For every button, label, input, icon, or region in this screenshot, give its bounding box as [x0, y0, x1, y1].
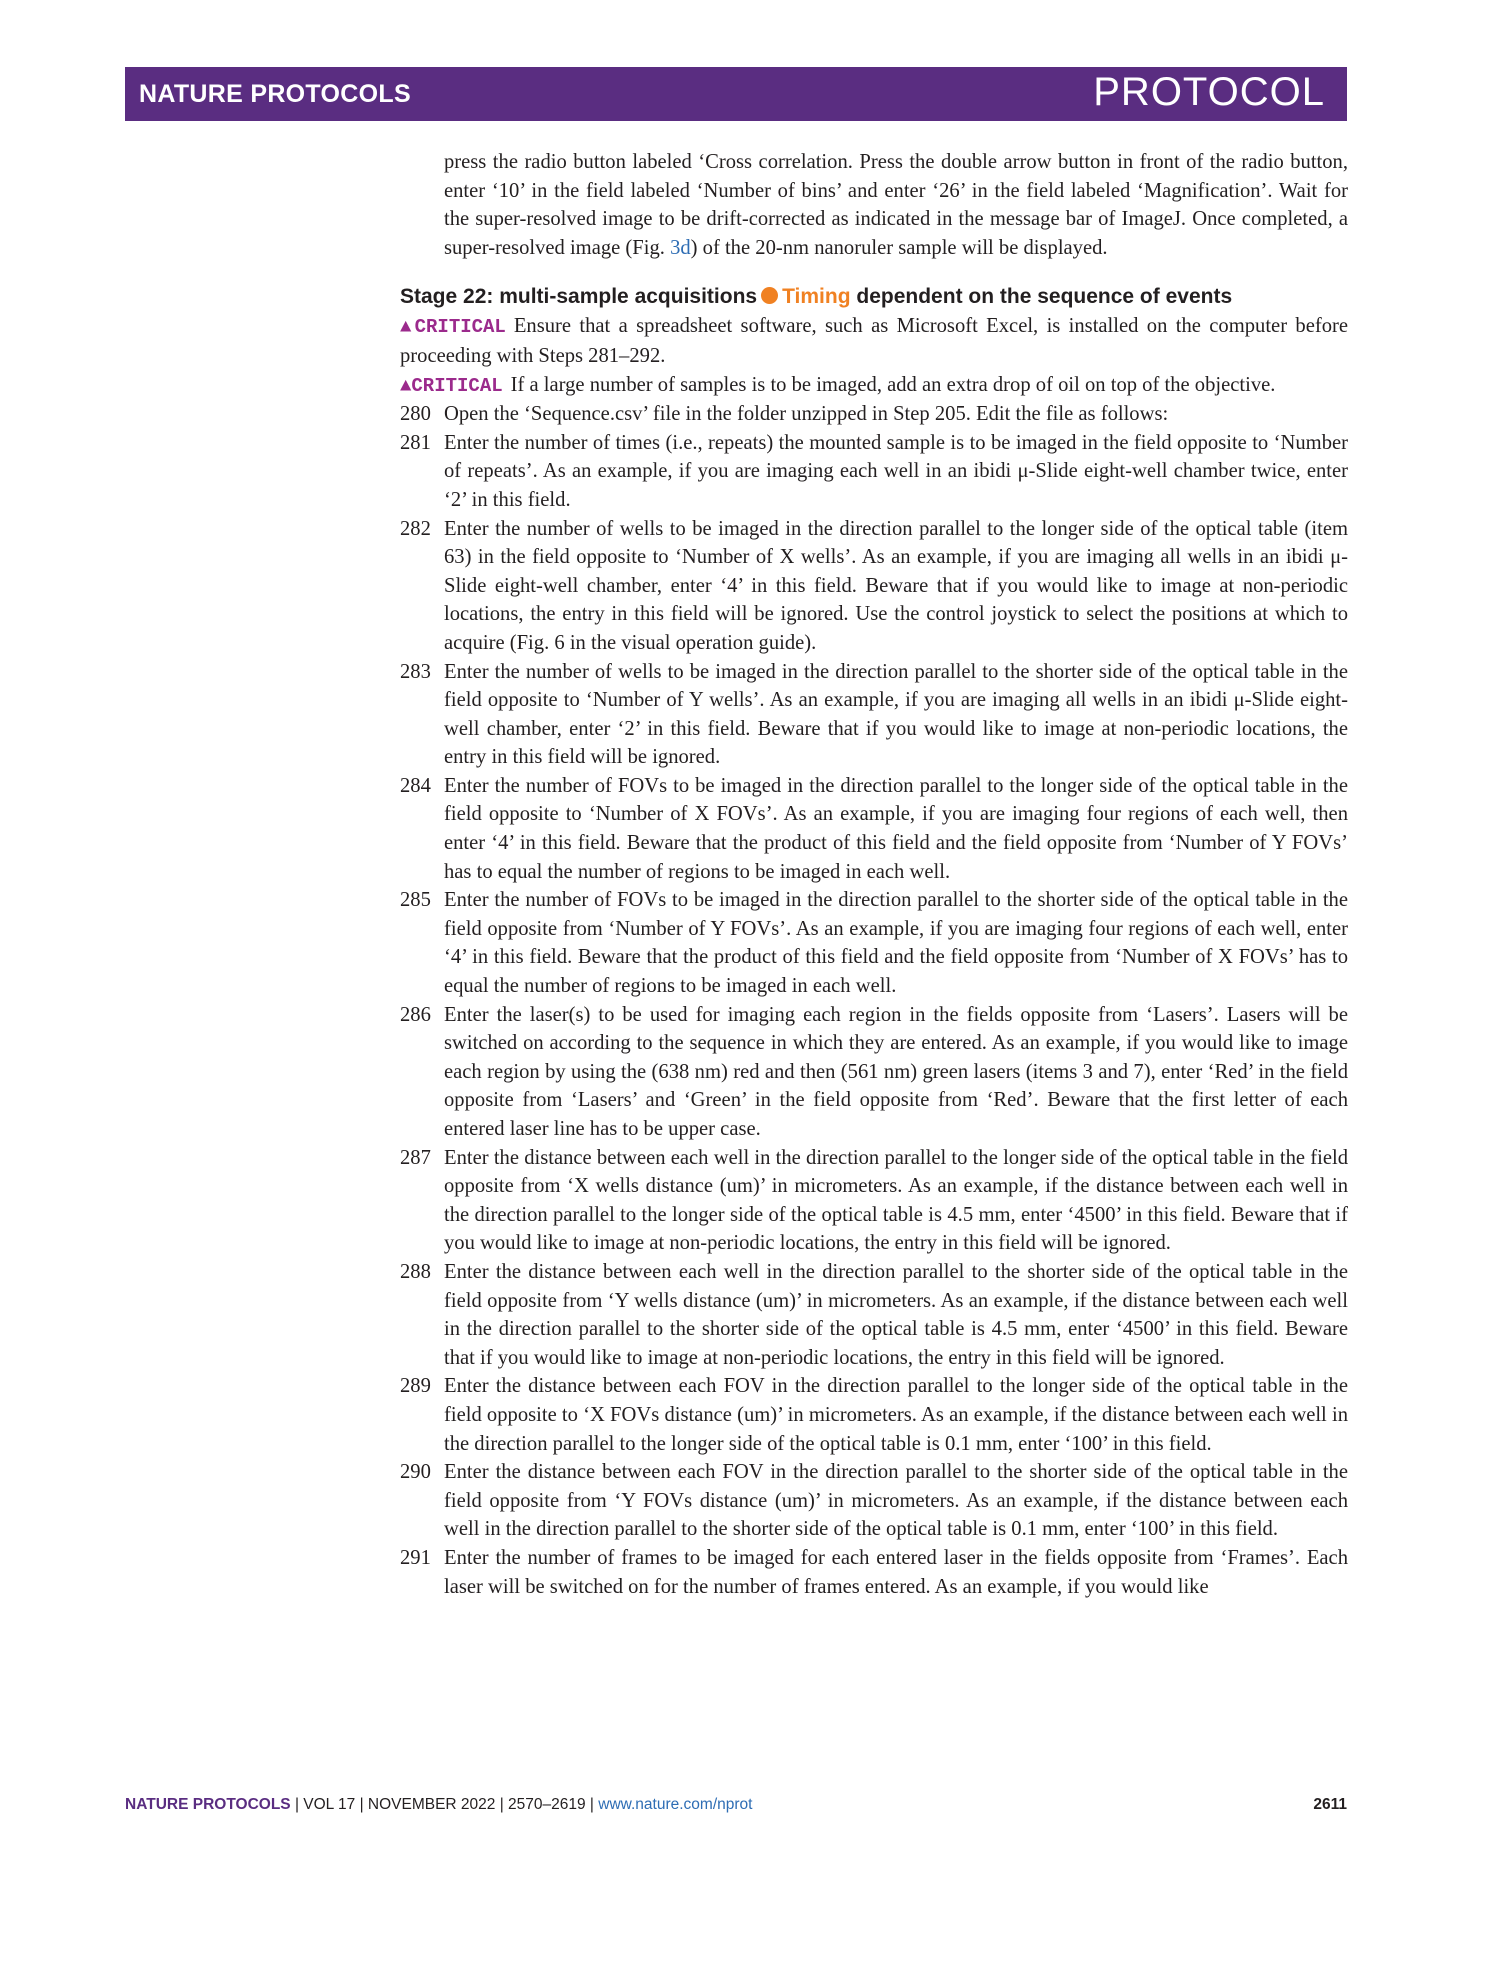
step-text: Enter the distance between each FOV in the direction parallel to the longer side of the optical table in the field opposite to ‘X FOVs distance (um)’ in micrometers. As an example, if the distance between each well in the direction parallel to the longer side of the optical table is 0.1 mm, enter ‘100’ in this field. [444, 1375, 1348, 1455]
step-text: Enter the distance between each FOV in the direction parallel to the shorter side of the optical table in the field opposite from ‘Y FOVs distance (um)’ in micrometers. As an example, if the distance between each well in the direction parallel to the shorter side of the optical table is 0.1 mm, enter ‘100’ in this field. [444, 1461, 1348, 1541]
step-text: Enter the number of wells to be imaged in the direction parallel to the longer side of the optical table (item 63) in the field opposite to ‘Number of X wells’. As an example, if you are imaging all wells in an ibidi μ-Slide eight-well chamber, enter ‘4’ in this field. Beware that if you would like to image at non-periodic locations, the entry in this field will be ignored. Use the control joystick to select the positions at which to acquire (Fig. 6 in the visual operation guide). [444, 517, 1348, 654]
intro-text-b: ) of the 20-nm nanoruler sample will be displayed. [690, 236, 1108, 259]
step-number: 280 [400, 403, 431, 426]
step-text: Enter the number of FOVs to be imaged in the direction parallel to the shorter side of the optical table in the field opposite from ‘Number of Y FOVs’. As an example, if you are imaging four regions of each well, enter ‘4’ in this field. Beware that the product of this field and the field opposite from ‘Number of X FOVs’ has to equal the number of regions to be imaged in each well. [444, 889, 1348, 998]
step-text: Enter the distance between each well in the direction parallel to the longer side of the optical table in the field opposite from ‘X wells distance (um)’ in micrometers. As an example, if the distance between each well in the direction parallel to the longer side of the optical table is 4.5 mm, enter ‘4500’ in this field. Beware that if you would like to image at non-periodic locations, the entry in this field will be ignored. [444, 1146, 1348, 1255]
step-text: Enter the laser(s) to be used for imaging each region in the fields opposite from ‘Lasers’. Lasers will be switched on according to the sequence in which they are entered. As an example, if you would like to image each region by using the (638 nm) red and then (561 nm) green lasers (items 3 and 7), enter ‘Red’ in the field opposite from ‘Lasers’ and ‘Green’ in the field opposite from ‘Red’. Beware that the first letter of each entered laser line has to be upper case. [444, 1003, 1348, 1140]
step-item [400, 1258, 1348, 1372]
step-item [400, 400, 1348, 429]
step-text: Enter the number of times (i.e., repeats) the mounted sample is to be imaged in the field opposite to ‘Number of repeats’. As an example, if you are imaging each well in an ibidi μ-Slide eight-well chamber twice, enter ‘2’ in this field. [444, 431, 1348, 511]
critical-note [400, 371, 1348, 401]
step-text: Enter the number of wells to be imaged in the direction parallel to the shorter side of the optical table in the field opposite to ‘Number of Y wells’. As an example, if you are imaging all wells in an ibidi μ-Slide eight-well chamber, enter ‘2’ in this field. Beware that if you would like to image at non-periodic locations, the entry in this field will be ignored. [444, 660, 1348, 769]
critical-text: Ensure that a spreadsheet software, such as Microsoft Excel, is installed on the computer before proceeding with Steps 281–292. [400, 315, 1349, 367]
critical-note [400, 312, 1348, 370]
critical-text: If a large number of samples is to be imaged, add an extra drop of oil on top of the objective. [510, 373, 1276, 396]
timing-label: Timing [782, 285, 851, 309]
footer-url[interactable]: www.nature.com/nprot [598, 1796, 753, 1813]
step-item [400, 1144, 1348, 1258]
step-number: 285 [400, 889, 431, 912]
step-item [400, 658, 1348, 772]
page-header [125, 67, 1347, 121]
step-number: 284 [400, 774, 431, 797]
footer-journal: NATURE PROTOCOLS [125, 1796, 291, 1813]
article-type: PROTOCOL [1093, 70, 1325, 114]
step-number: 283 [400, 660, 431, 683]
step-number: 281 [400, 431, 431, 454]
step-text: Enter the distance between each well in the direction parallel to the shorter side of the optical table in the field opposite from ‘Y wells distance (um)’ in micrometers. As an example, if the distance between each well in the direction parallel to the shorter side of the optical table is 4.5 mm, enter ‘4500’ in this field. Beware that if you would like to image at non-periodic locations, the entry in this field will be ignored. [444, 1260, 1348, 1369]
stage-heading [400, 282, 1348, 312]
footer-citation [125, 1796, 752, 1814]
intro-text-a: press the radio button labeled ‘Cross correlation. Press the double arrow button in front of the radio button, enter ‘10’ in the field labeled ‘Number of bins’ and enter ‘26’ in the field labeled ‘Magnification’. Wait for the super-resolved image to be drift-corrected as indicated in the message bar of ImageJ. Once completed, a super-resolved image (Fig. [444, 151, 1348, 259]
step-item [400, 429, 1348, 515]
step-item [400, 772, 1348, 886]
step-number: 290 [400, 1461, 431, 1484]
journal-name: NATURE PROTOCOLS [139, 80, 411, 108]
step-list [400, 400, 1348, 1601]
main-content [400, 148, 1348, 1601]
critical-notes [400, 312, 1348, 400]
step-item [400, 1544, 1348, 1601]
timing-text: dependent on the sequence of events [856, 285, 1233, 309]
step-text: Open the ‘Sequence.csv’ file in the folder unzipped in Step 205. Edit the file as follows: [444, 403, 1169, 426]
step-item [400, 515, 1348, 658]
step-item [400, 886, 1348, 1000]
step-text: Enter the number of FOVs to be imaged in the direction parallel to the longer side of the optical table in the field opposite to ‘Number of X FOVs’. As an example, if you are imaging four regions of each well, then enter ‘4’ in this field. Beware that the product of this field and the field opposite from ‘Number of Y FOVs’ has to equal the number of regions to be imaged in each well. [444, 774, 1348, 883]
step-number: 288 [400, 1260, 431, 1283]
critical-label: ▲CRITICAL [400, 374, 503, 397]
footer-volume: | VOL 17 | NOVEMBER 2022 | 2570–2619 | [290, 1796, 599, 1813]
figure-link[interactable]: 3d [670, 236, 691, 259]
step-number: 282 [400, 517, 431, 540]
step-text: Enter the number of frames to be imaged for each entered laser in the fields opposite from ‘Frames’. Each laser will be switched on for the number of frames entered. As an example, if you would like [444, 1546, 1348, 1598]
stage-title: Stage 22: multi-sample acquisitions [400, 285, 758, 309]
critical-label: ▲CRITICAL [400, 316, 506, 339]
step-item [400, 1001, 1348, 1144]
page-number: 2611 [1313, 1796, 1347, 1813]
step-number: 289 [400, 1375, 431, 1398]
intro-paragraph [400, 148, 1348, 262]
step-number: 291 [400, 1546, 431, 1569]
timing-dot-icon [761, 287, 778, 304]
step-item [400, 1458, 1348, 1544]
step-item [400, 1372, 1348, 1458]
step-number: 287 [400, 1146, 431, 1169]
step-number: 286 [400, 1003, 431, 1026]
